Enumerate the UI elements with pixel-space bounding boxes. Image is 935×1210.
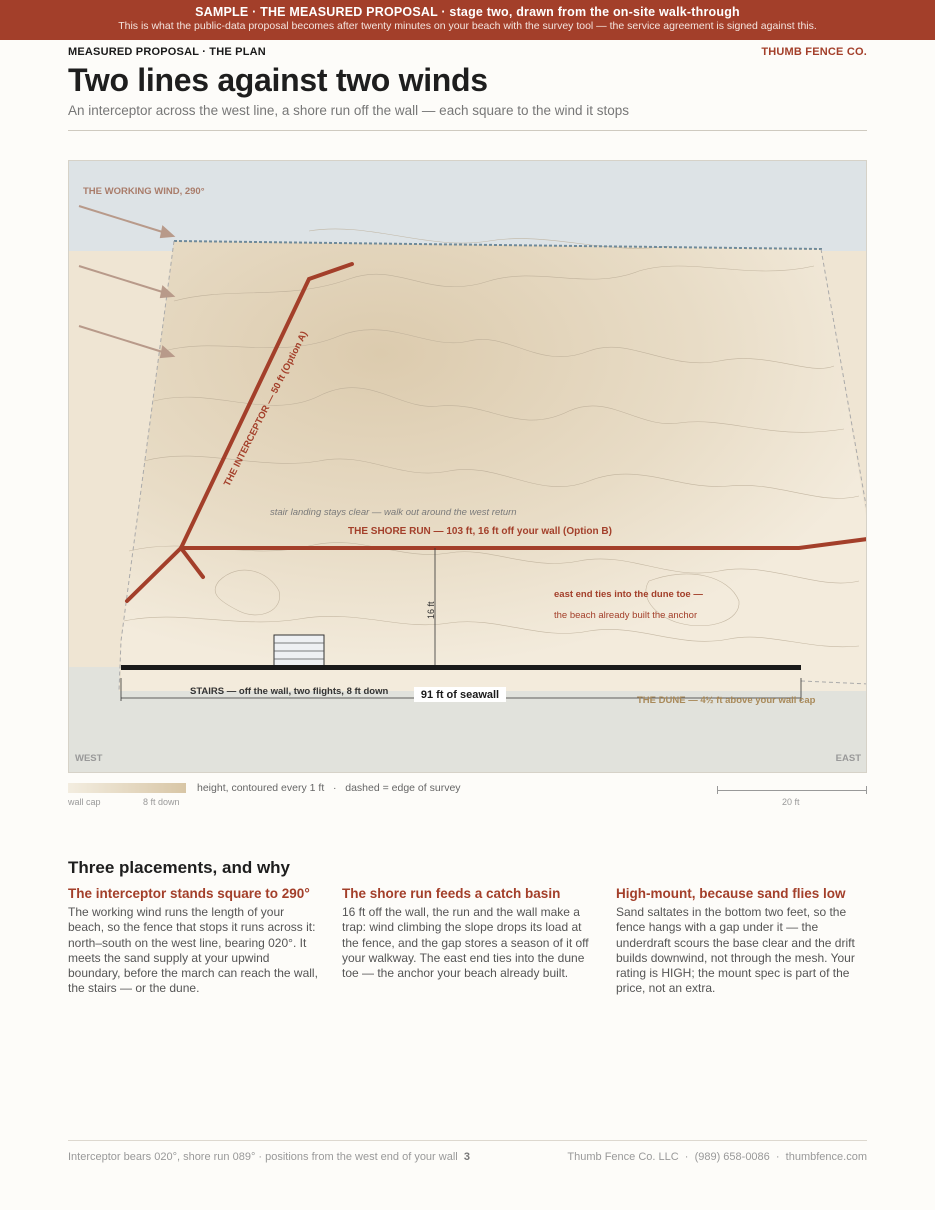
offset-label: 16 ft: [426, 601, 436, 619]
west-label: WEST: [75, 753, 103, 764]
page-subtitle: An interceptor across the west line, a shore run off the wall — each square to the wind it stops: [68, 103, 630, 118]
document-kicker: MEASURED PROPOSAL · THE PLAN: [68, 46, 266, 58]
footer-divider: [68, 1140, 867, 1141]
column-title: The interceptor stands square to 290°: [68, 886, 310, 901]
east-end-label: east end ties into the dune toe —: [554, 589, 703, 600]
scale-bar: [717, 790, 866, 791]
seawall: [121, 665, 801, 670]
legend-low-label: wall cap: [68, 797, 101, 807]
seawall-label: 91 ft of seawall: [420, 689, 500, 701]
column-title: The shore run feeds a catch basin: [342, 886, 561, 901]
banner-note: This is what the public-data proposal becomes after twenty minutes on your beach with the survey tool — the service agreement is signed against this.: [118, 20, 817, 32]
banner-headline: SAMPLE · THE MEASURED PROPOSAL · stage two, drawn from the on-site walk-through: [195, 5, 740, 19]
stairs-label: STAIRS — off the wall, two flights, 8 ft down: [190, 686, 389, 697]
shore-run-label: THE SHORE RUN — 103 ft, 16 ft off your wall (Option B): [348, 526, 612, 537]
stairs: [274, 635, 324, 667]
column-body: 16 ft off the wall, the run and the wall make a trap: wind climbing the slope drops its load at the fence, and the gap stores a season of it off your walkway. The east end ties into the dune toe — the anchor your beach already built.: [342, 905, 589, 981]
column-title: High-mount, because sand flies low: [616, 886, 846, 901]
legend-note: height, contoured every 1 ft · dashed = edge of survey: [197, 782, 461, 794]
dune-label: THE DUNE — 4½ ft above your wall cap: [637, 695, 816, 706]
placement-column-shore-run: [342, 886, 594, 981]
page-title: Two lines against two winds: [68, 62, 488, 98]
east-label: EAST: [835, 753, 861, 764]
wind-label: THE WORKING WIND, 290°: [83, 186, 205, 197]
section-heading: Three placements, and why: [68, 858, 291, 877]
brand-name: THUMB FENCE CO.: [761, 46, 867, 58]
lake-area: [69, 161, 867, 251]
site-plan-drawing: [69, 161, 867, 773]
sample-banner: [0, 0, 935, 40]
footer-contact: Thumb Fence Co. LLC · (989) 658-0086 · thumbfence.com: [567, 1151, 867, 1163]
site-plan-map: [68, 160, 867, 773]
height-legend-bar: [68, 783, 186, 793]
stair-note: stair landing stays clear — walk out around the west return: [270, 507, 517, 518]
placement-column-high-mount: [616, 886, 868, 997]
placement-column-interceptor: [68, 886, 320, 997]
east-end-note: the beach already built the anchor: [554, 610, 698, 621]
column-body: The working wind runs the length of your beach, so the fence that stops it runs across it: north–south on the west line, bearing 020°. It meets the sand supply at your upwind boundary, before the march can reach the wall, the stairs — or the dune.: [68, 905, 318, 996]
interceptor-label: THE INTERCEPTOR — 50 ft (Option A): [221, 329, 311, 489]
footer-note: [68, 1151, 470, 1163]
footer-bearing-note: Interceptor bears 020°, shore run 089° · positions from the west end of your wall: [68, 1151, 458, 1163]
header-divider: [68, 130, 867, 131]
scale-label: 20 ft: [782, 797, 800, 807]
column-body: Sand saltates in the bottom two feet, so the fence hangs with a gap under it — the underdraft scours the base clear and the drift builds downwind, not through the mesh. Your rating is HIGH; the mount spec is part of the price, not an extra.: [616, 905, 855, 996]
legend-high-label: 8 ft down: [143, 797, 180, 807]
page-number: 3: [463, 1151, 470, 1163]
